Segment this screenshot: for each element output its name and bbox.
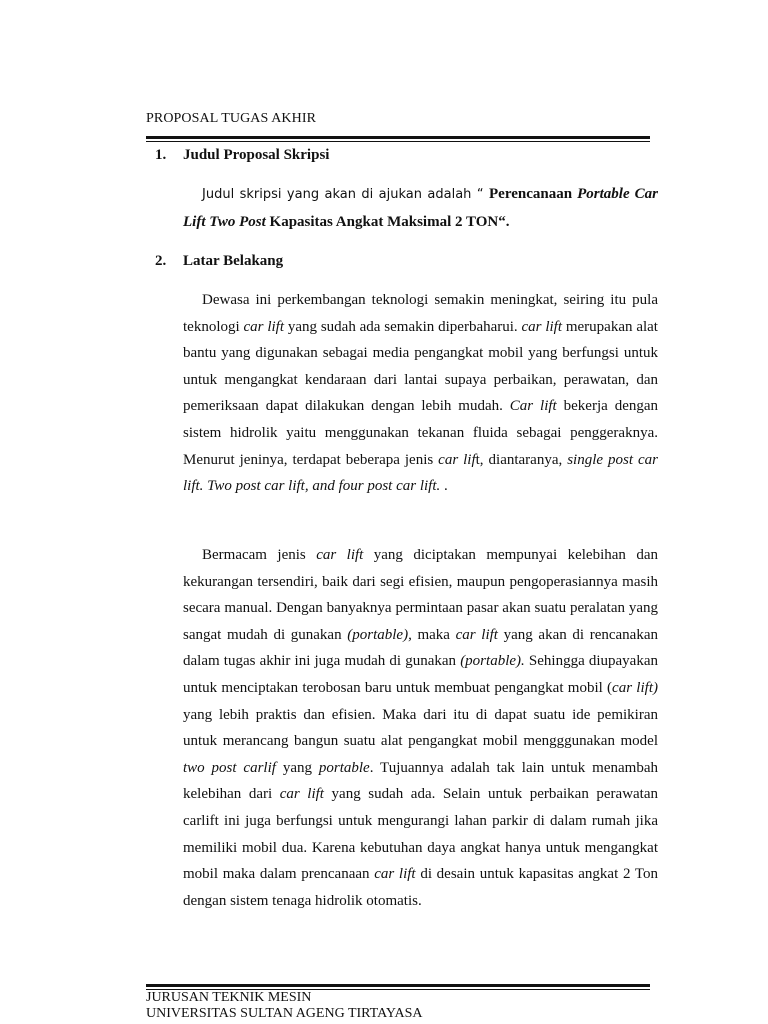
p2-run: maka [411,626,456,643]
header-rule-thick [146,136,650,139]
section1-title-italic: Portable Car Lift Two Post [183,186,658,230]
section1-title-b: Kapasitas Angkat Maksimal 2 TON“. [265,213,510,230]
section1-number: 1. [155,147,167,163]
footer-rule-thick [146,984,650,987]
p2-run: . Tujuannya adalah tak lain untuk menambah kelebihan dari [183,759,658,803]
header-rule-thin [146,141,650,142]
p1-run: single post car lift. Two post car lift, and four post car lift. [183,451,658,495]
p2-run: car lift [374,866,416,883]
p2-run: car lift [316,547,364,563]
footer-university: UNIVERSITAS SULTAN AGENG TIRTAYASA [146,1006,423,1021]
p2-run: yang diciptakan mempunyai kelebihan dan kekurangan tersendiri, baik dari segi efisien, maupun pengoperasiannya masih secara manual. Dengan banyaknya permintaan pasar akan suatu peralatan yang sangat mudah di gunakan [183,547,659,643]
footer-department: JURUSAN TEKNIK MESIN [146,990,312,1005]
p2-run: yang sudah ada. Selain untuk perbaikan perawatan carlift ini juga berfungsi untuk mengurangi lahan parkir di dalam rumah jika memiliki mobil dua. Karena kebutuhan daya angkat hanya untuk mengangkat mobil maka dalam prencanaan [183,786,659,883]
p2-run: Sehingga diupayakan untuk menciptakan terobosan baru untuk membuat pengangkat mobil ( [183,653,659,696]
p2-run: di desain untuk kapasitas angkat 2 Ton dengan sistem tenaga hidrolik otomatis. [183,866,658,909]
p1-run: bekerja dengan sistem hidrolik yaitu menggunakan tekanan fluida sebagai penggeraknya. Menurut jeninya, terdapat beberapa jenis [183,398,659,468]
p2-run: portable [318,759,370,776]
p1-run: t, diantaranya, [475,451,568,468]
p2-run: car lift [455,626,498,643]
p2-run: two post carlif [183,759,276,776]
p2-run: (portable), [347,626,412,643]
p1-run: car lift [521,318,563,335]
p2-run: (portable). [460,653,525,670]
section2-heading: Latar Belakang [183,253,284,269]
p2-run: car lift [279,786,324,803]
p1-run: car lif [438,451,476,468]
p1-run: yang sudah ada semakin diperbaharui. [284,318,522,335]
p1-run: . [440,478,448,495]
p2-run: yang lebih praktis dan efisien. Maka dari itu di dapat suatu ide pemikiran untuk merancang bangun suatu alat pengangkat mobil mengggunakan model [183,706,658,750]
section1-intro: Judul skripsi yang akan di ajukan adalah “ [202,187,490,202]
page-header-title: PROPOSAL TUGAS AKHIR [146,111,317,126]
p1-run: Dewasa ini perkembangan teknologi semakin meningkat, seiring itu pula teknologi [183,292,658,335]
section1-paragraph [183,181,658,235]
p1-run: Car lift [509,398,557,415]
section2-number: 2. [155,253,167,269]
p1-run: merupakan alat bantu yang digunakan sebagai media pengangkat mobil yang berfungsi untuk untuk mengangkat kendaraan dari lantai supaya perbaikan, perawatan, dan pemeriksaan dapat dilakukan dengan lebih mudah. [183,318,658,415]
p2-run: yang [275,759,319,776]
p1-run: car lift [243,318,284,335]
section2-paragraph-2 [183,542,658,914]
p2-run: car lift) [612,679,658,696]
section1-title-a: Perencanaan [489,186,578,202]
section2-paragraph-1 [183,287,658,500]
p2-run: yang akan di rencanakan dalam tugas akhir ini juga mudah di gunakan [183,626,658,670]
p2-run: Bermacam jenis [202,547,317,563]
section1-heading: Judul Proposal Skripsi [183,147,330,163]
